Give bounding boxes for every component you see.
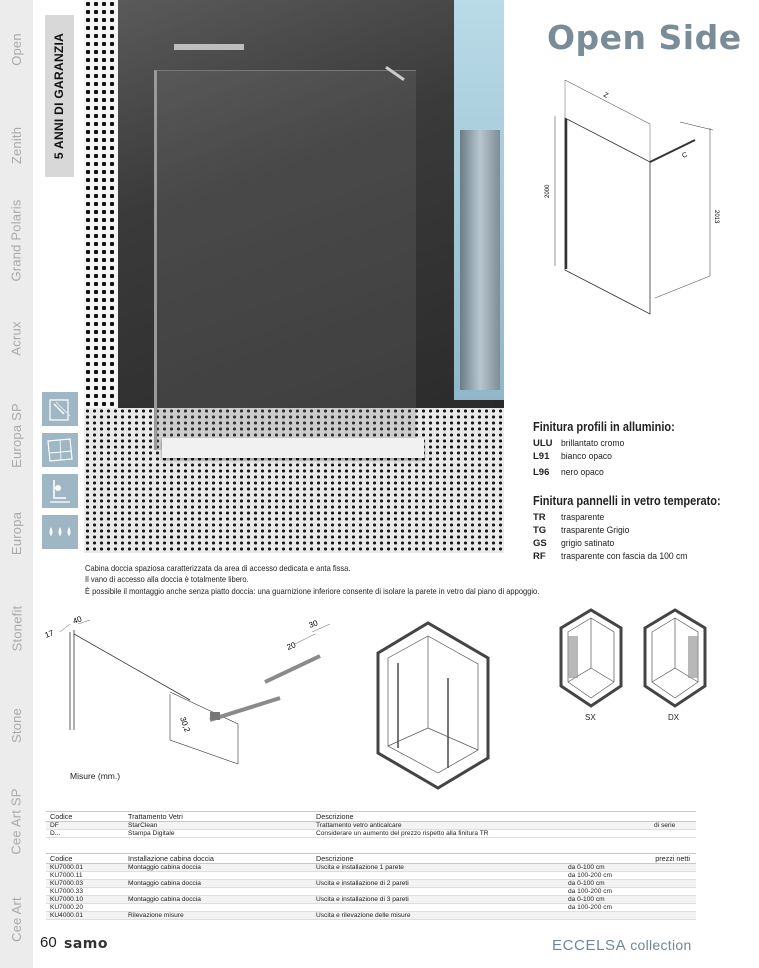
table-cell: StarClean: [128, 822, 158, 829]
finish-code: TG: [533, 525, 547, 536]
table-row: [46, 872, 696, 880]
right-orientation-drawing: [640, 606, 710, 712]
finish-name: trasparente con fascia da 100 cm: [561, 551, 688, 562]
left-orientation-drawing: [556, 606, 626, 712]
dim-height-label: 2000: [545, 184, 551, 198]
table-cell: da 0-100 cm: [568, 896, 605, 903]
table-cell: Considerare un aumento del prezzo rispetto alla finitura TR: [316, 830, 489, 837]
nav-item-stonefit[interactable]: [0, 573, 33, 683]
finish-row: [533, 537, 746, 550]
finish-row: [533, 450, 694, 463]
orientation-dx-label: DX: [668, 713, 680, 722]
finish-panels-title: Finitura pannelli in vetro temperato:: [533, 494, 721, 508]
finish-profiles: [533, 420, 694, 479]
description-line: Cabina doccia spaziosa caratterizzata da area di accesso dedicata e anta fissa.: [85, 564, 351, 573]
measure-unit-note: Misure (mm.): [70, 771, 121, 781]
table-cell: KU7000.11: [50, 872, 83, 879]
header-cell: Installazione cabina doccia: [128, 854, 214, 863]
table-row: [46, 830, 696, 838]
header-cell: prezzi netti: [655, 854, 690, 863]
table-cell: KU7000.20: [50, 904, 83, 911]
finish-code: GS: [533, 538, 547, 549]
table-cell: da 100-200 cm: [568, 872, 612, 879]
brand-logo: samo: [64, 936, 108, 952]
finish-code: L96: [533, 467, 550, 478]
warranty-text: 5 ANNI DI GARANZIA: [52, 32, 67, 160]
table-header: [46, 811, 696, 822]
detail-support-bar: [210, 698, 280, 720]
feature-icons: [42, 392, 78, 556]
table-cell: DF: [50, 822, 59, 829]
finish-name: trasparente Grigio: [561, 525, 630, 536]
finish-row: [533, 550, 746, 563]
water-drops-icon: [42, 515, 78, 549]
header-cell: Descrizione: [316, 854, 354, 863]
header-cell: Descrizione: [316, 812, 354, 821]
header-cell: Trattamento Vetri: [128, 812, 183, 821]
table-cell: KU7000.33: [50, 888, 83, 895]
table-cell: Montaggio cabina doccia: [128, 896, 201, 903]
orientation-sx-label: SX: [585, 713, 596, 722]
photo-shower-tray: [162, 438, 424, 458]
table-cell: KU7000.01: [50, 864, 83, 871]
table-row: [46, 880, 696, 888]
table-cell: di serie: [654, 822, 676, 829]
table-cell: KU4000.01: [50, 912, 83, 919]
nav-item-label: Zenith: [9, 126, 24, 164]
photo-building: [460, 130, 500, 390]
table-row: [46, 912, 696, 920]
collection-sub: collection: [630, 937, 692, 953]
nav-item-acrux[interactable]: [0, 283, 33, 393]
dim-30-label: 30: [307, 618, 320, 630]
collection-name: [552, 937, 692, 954]
finish-row: [533, 466, 694, 479]
nav-item-cee-art[interactable]: [0, 864, 33, 968]
nav-item-label: Cee Art: [9, 896, 25, 942]
finish-name: brillantato cromo: [561, 438, 625, 449]
header-cell: Codice: [50, 812, 73, 821]
finish-code: L91: [533, 451, 550, 462]
description-line: Il vano di accesso alla doccia è totalmente libero.: [85, 575, 249, 585]
warranty-badge: [45, 15, 74, 177]
table-cell: da 100-200 cm: [568, 888, 612, 895]
table-cell: Uscita e rilevazione delle misure: [316, 912, 411, 919]
drawing-panel: [565, 118, 650, 314]
table-cell: da 0-100 cm: [568, 864, 605, 871]
product-photo: [84, 0, 504, 553]
nav-item-europa-sp[interactable]: [0, 380, 33, 490]
bathroom-fixture-icon: [42, 474, 78, 508]
finish-row: [533, 511, 746, 524]
nav-item-label: Acrux: [9, 320, 25, 356]
table-cell: Uscita e installazione 1 parete: [316, 864, 404, 871]
table-cell: da 0-100 cm: [568, 880, 605, 887]
nav-item-label: Stone: [9, 707, 25, 743]
table-cell: Uscita e installazione di 3 pareti: [316, 896, 409, 903]
table-cell: Stampa Digitale: [128, 830, 175, 837]
page-number: 60: [40, 934, 57, 951]
product-dimension-drawing: [535, 70, 725, 320]
table-cell: Montaggio cabina doccia: [128, 880, 201, 887]
finish-name: grigio satinato: [561, 538, 615, 549]
profile-detail-drawing: [40, 612, 360, 772]
photo-tile-pattern: [84, 0, 118, 470]
finish-row: [533, 524, 746, 537]
finish-code: RF: [533, 551, 546, 562]
nav-item-label: Open: [8, 32, 24, 66]
table-cell: KU7000.10: [50, 896, 83, 903]
finish-name: trasparente: [561, 512, 605, 523]
table-row: [46, 864, 696, 872]
table-cell: KU7000.03: [50, 880, 83, 887]
table-row: [46, 822, 696, 830]
table-row: [46, 888, 696, 896]
nav-item-grand-polaris[interactable]: [0, 185, 33, 295]
table-row: [46, 896, 696, 904]
installation-drawing: [368, 618, 518, 798]
table-header: [46, 853, 696, 864]
finish-name: bianco opaco: [561, 451, 612, 462]
detail-glass-edge: [74, 634, 190, 700]
nav-item-stone[interactable]: [0, 670, 33, 780]
dim-17-label: 17: [43, 628, 56, 640]
finish-row: [533, 437, 694, 450]
finish-code: TR: [533, 512, 546, 523]
dim-40-label: 40: [71, 614, 84, 626]
table-cell: Montaggio cabina doccia: [128, 864, 201, 871]
nav-item-label: Cee Art SP: [9, 787, 24, 855]
collection-main: ECCELSA: [552, 937, 626, 954]
nav-item-cee-art-sp[interactable]: [0, 766, 33, 876]
nav-item-label: Europa: [9, 511, 24, 555]
nav-item-zenith[interactable]: [0, 90, 33, 200]
dim-c-label: C: [681, 151, 689, 160]
installation-hexagon: [378, 623, 488, 788]
nav-item-label: Europa SP: [9, 402, 24, 468]
dim-20-label: 20: [285, 640, 298, 652]
glass-clean-icon: [42, 392, 78, 426]
nav-item-open[interactable]: [0, 0, 33, 104]
nav-item-label: Grand Polaris: [9, 198, 24, 282]
table-cell: Uscita e installazione di 2 pareti: [316, 880, 409, 887]
dim-302-label: 30,2: [178, 715, 192, 734]
product-title: Open Side: [547, 18, 742, 57]
table-cell: D...: [50, 830, 61, 837]
dim-total-label: 2013: [713, 210, 719, 224]
detail-bar-end: [265, 656, 320, 682]
table-row: [46, 904, 696, 912]
finish-profiles-title: Finitura profili in alluminio:: [533, 420, 675, 434]
finish-panels: [533, 494, 746, 563]
finish-code: ULU: [533, 438, 553, 449]
product-description: [85, 563, 540, 597]
detail-wall-profile: [70, 630, 74, 730]
installation-table: [46, 853, 696, 920]
shower-enclosure-icon: [42, 433, 78, 467]
table-cell: da 100-200 cm: [568, 904, 612, 911]
header-cell: Codice: [50, 854, 73, 863]
drawing-support-bar: [650, 140, 695, 162]
table-cell: Rilevazione misure: [128, 912, 184, 919]
dim-z-label: Z: [602, 91, 610, 100]
photo-shower-head: [174, 44, 244, 50]
nav-item-europa[interactable]: [0, 478, 33, 588]
nav-item-label: Stonefit: [9, 605, 24, 651]
glass-treatment-table: [46, 811, 696, 838]
detail-clamp: [210, 712, 220, 720]
table-cell: Trattamento vetro anticalcare: [316, 822, 402, 829]
description-line: È possibile il montaggio anche senza piatto doccia: una guarnizione inferiore consente di isolare la parete in vetro dal piano di appoggio.: [85, 586, 540, 596]
side-navigation: [0, 0, 33, 968]
photo-glass-panel: [154, 70, 416, 450]
finish-name: nero opaco: [561, 467, 604, 478]
